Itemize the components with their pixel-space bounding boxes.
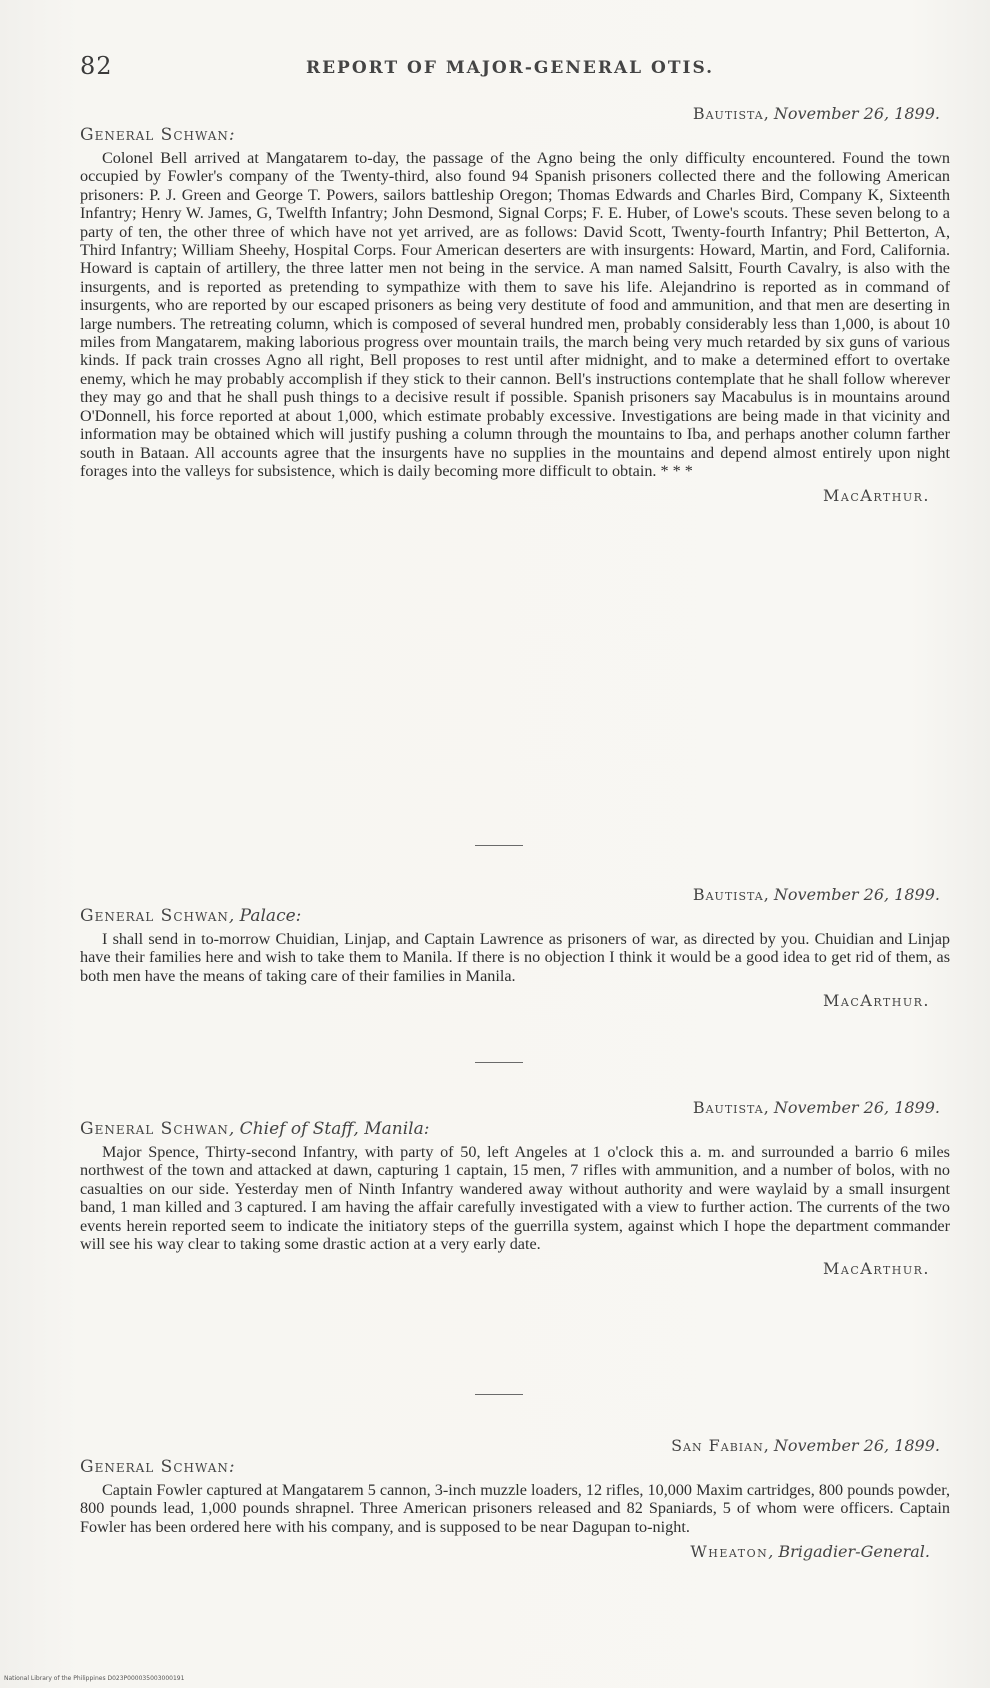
dispatch-body: I shall send in to-morrow Chuidian, Linjap, and Captain Lawrence as prisoners of war, as directed by you. Chuidian and Linjap have their families here and wish to take them to Manila. If there is no objection I think it would be a good idea to get rid of them, as both men have the means of taking care of their families in Manila. <box>80 930 950 985</box>
addressee-suffix: : <box>228 125 235 145</box>
addressee-name: General Schwan <box>80 125 229 145</box>
addressee-name: General Schwan <box>80 1457 229 1477</box>
section-divider <box>475 1062 523 1063</box>
library-footer-note: National Library of the Philippines D023P000035003000191 <box>4 1675 185 1682</box>
dispatch-date: November 26, 1899. <box>773 104 940 123</box>
dispatch-signature <box>80 1259 950 1278</box>
dispatch-place: Bautista <box>692 104 764 123</box>
dispatch-dateline: Bautista, November 26, 1899. <box>692 1098 940 1117</box>
dispatch-date: November 26, 1899. <box>773 1436 940 1455</box>
dispatch-signature <box>80 486 950 505</box>
addressee-name: General Schwan <box>80 1119 229 1139</box>
signature-suffix: , Brigadier-General. <box>768 1542 930 1562</box>
dispatch-addressee <box>80 1457 950 1477</box>
signature-name: MacArthur. <box>823 991 930 1011</box>
dispatch-place: San Fabian <box>671 1436 764 1455</box>
dispatch-signature <box>80 991 950 1010</box>
dispatch-body: Captain Fowler captured at Mangatarem 5 cannon, 3-inch muzzle loaders, 12 rifles, 10,000 Maxim cartridges, 800 pounds powder, 800 pounds lead, 1,000 pounds shrapnel. Three American prisoners released and 82 Spaniards, 5 of whom were officers. Captain Fowler has been ordered here with his company, and is supposed to be near Dagupan to-night. <box>80 1481 950 1536</box>
signature-name: Wheaton <box>690 1542 769 1562</box>
dispatch-dateline: San Fabian, November 26, 1899. <box>671 1436 940 1455</box>
dispatch-2 <box>80 885 950 1010</box>
page-header <box>80 52 940 82</box>
dispatch-date: November 26, 1899. <box>773 1098 940 1117</box>
dispatch-3 <box>80 1098 950 1278</box>
dispatch-date: November 26, 1899. <box>773 885 940 904</box>
dispatch-place: Bautista <box>692 1098 764 1117</box>
dispatch-place: Bautista <box>692 885 764 904</box>
running-title: REPORT OF MAJOR-GENERAL OTIS. <box>305 58 715 78</box>
addressee-suffix: , Chief of Staff, Manila: <box>228 1119 430 1139</box>
dispatch-dateline: Bautista, November 26, 1899. <box>692 104 940 123</box>
dispatch-addressee <box>80 125 950 145</box>
dispatch-addressee <box>80 906 950 926</box>
dispatch-1 <box>80 104 950 505</box>
dispatch-signature <box>80 1542 950 1561</box>
dispatch-body: Major Spence, Thirty-second Infantry, with party of 50, left Angeles at 1 o'clock this a. m. and surrounded a barrio 6 miles northwest of the town and attacked at dawn, capturing 1 captain, 15 men, 7 rifles with ammunition, and a number of bolos, with no casualties on our side. Yesterday men of Ninth Infantry wandered away without authority and were waylaid by a small insurgent band, 1 man killed and 3 captured. I am having the affair carefully investigated with a view to further action. The currents of the two events herein reported seem to indicate the initiatory steps of the guerrilla system, against which I hope the department commander will see his way clear to taking some drastic action at a very early date. <box>80 1143 950 1254</box>
addressee-suffix: : <box>228 1457 235 1477</box>
dispatch-body: Colonel Bell arrived at Mangatarem to-day, the passage of the Agno being the only difficulty encountered. Found the town occupied by Fowler's company of the Twenty-third, also found 94 Spanish prisoners collected there and the following American prisoners: P. J. Green and George T. Powers, sailors battleship Oregon; Thomas Edwards and Charles Bird, Company K, Sixteenth Infantry; Henry W. James, G, Twelfth Infantry; John Desmond, Signal Corps; F. E. Huber, of Lowe's scouts. These seven belong to a party of ten, the other three of which have not yet arrived, are as follows: David Scott, Twenty-fourth Infantry; Phil Betterton, A, Third Infantry; William Sheehy, Hospital Corps. Four American deserters are with insurgents: Howard, Martin, and Ford, California. Howard is captain of artillery, the three latter men not being in the service. A man named Salsitt, Fourth Cavalry, is also with the insurgents, and is reported as pretending to sympathize with them to save his life. Alejandrino is reported as in command of insurgents, who are reported by our escaped prisoners as being very destitute of food and ammunition, and that men are deserting in large numbers. The retreating column, which is composed of several hundred men, probably considerably less than 1,000, is about 10 miles from Mangatarem, making laborious progress over mountain trails, the march being very much retarded by six guns of various kinds. If pack train crosses Agno all right, Bell proposes to rest until after midnight, and to make a determined effort to overtake enemy, which he may probably accomplish if they stick to their cannon. Bell's instructions contemplate that he shall follow wherever they may go and that he shall push things to a decisive result if possible. Spanish prisoners say Macabulus is in mountains around O'Donnell, his force reported at about 1,000, which estimate probably excessive. Investigations are being made in that vicinity and information may be obtained which will justify pushing a column through the mountains to Iba, and perhaps another column farther south in Bataan. All accounts agree that the insurgents have no supplies in the mountains and depend almost entirely upon night forages into the valleys for subsistence, which is daily becoming more difficult to obtain. * * * <box>80 149 950 480</box>
addressee-name: General Schwan <box>80 906 229 926</box>
dispatch-addressee <box>80 1119 950 1139</box>
signature-name: MacArthur. <box>823 486 930 506</box>
section-divider <box>475 845 523 846</box>
page-number: 82 <box>80 52 113 80</box>
dispatch-4 <box>80 1436 950 1561</box>
section-divider <box>475 1394 523 1395</box>
dispatch-dateline: Bautista, November 26, 1899. <box>692 885 940 904</box>
addressee-suffix: , Palace: <box>228 906 302 926</box>
signature-name: MacArthur. <box>823 1259 930 1279</box>
